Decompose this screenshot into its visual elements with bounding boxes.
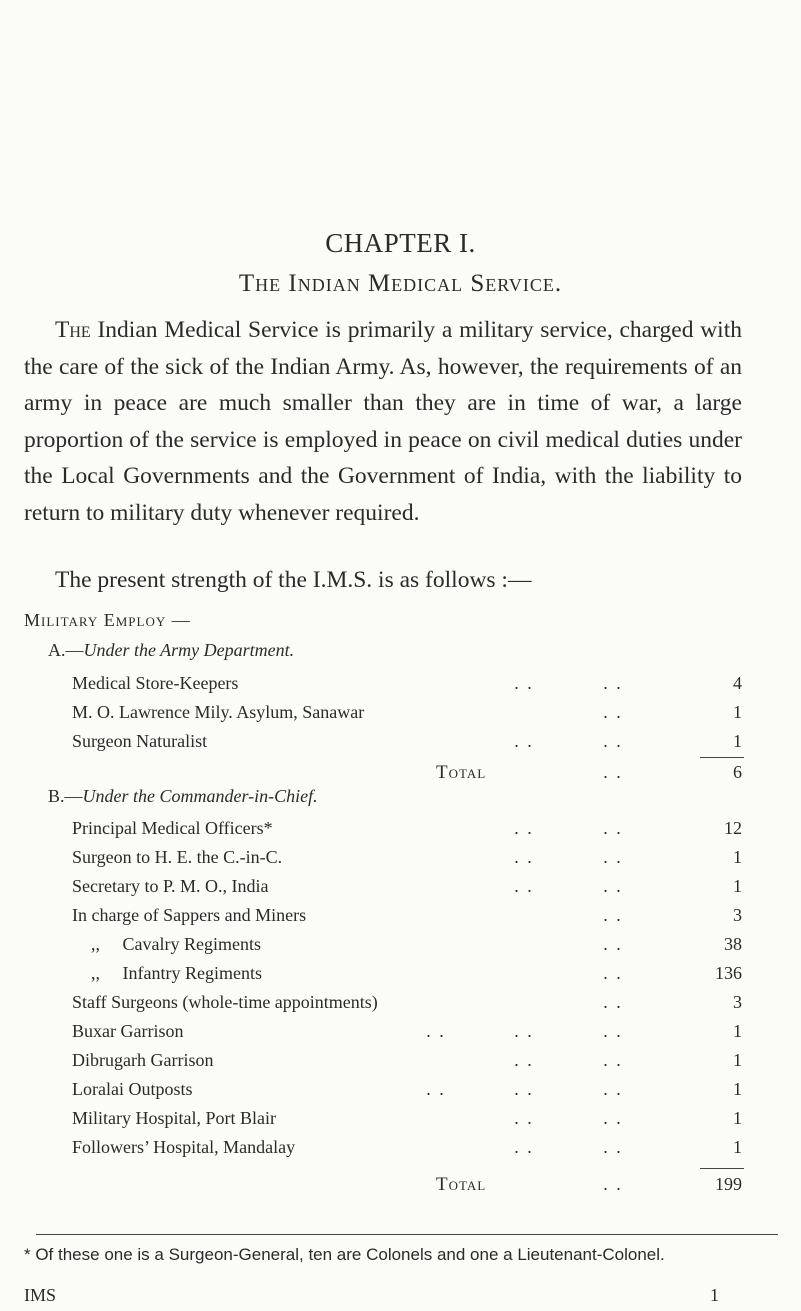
row-dots: . . bbox=[514, 1050, 534, 1070]
row-value: 3 bbox=[733, 992, 742, 1012]
row-dots: . . bbox=[603, 673, 623, 693]
table-row bbox=[0, 992, 801, 1016]
row-dots: . . bbox=[514, 1108, 534, 1128]
total-row bbox=[0, 1174, 801, 1198]
row-label: Staff Surgeons (whole-time appointments) bbox=[72, 992, 378, 1012]
row-dots: . . bbox=[603, 818, 623, 838]
row-value: 1 bbox=[733, 702, 742, 722]
paragraph-lead-word: The bbox=[55, 317, 91, 343]
row-value: 38 bbox=[724, 934, 742, 954]
section-b-heading bbox=[48, 786, 318, 807]
row-dots: . . bbox=[603, 876, 623, 896]
row-value: 1 bbox=[733, 1079, 742, 1099]
row-label: M. O. Lawrence Mily. Asylum, Sanawar bbox=[72, 702, 365, 722]
row-value: 136 bbox=[715, 963, 742, 983]
row-dots: . . bbox=[514, 847, 534, 867]
subtotal-rule bbox=[700, 1168, 744, 1169]
section-a-prefix: A.— bbox=[48, 640, 84, 660]
row-value: 1 bbox=[733, 876, 742, 896]
footnote: * Of these one is a Surgeon-General, ten are Colonels and one a Lieutenant-Colonel. bbox=[24, 1245, 665, 1264]
row-dots: . . bbox=[603, 934, 623, 954]
row-dots: . . bbox=[514, 876, 534, 896]
paragraph-body: Indian Medical Service is primarily a military service, charged with the care of the sick of the Indian Army. As, however, the requirements of an army in peace are much smaller than they are in time of war, a large proportion of the service is employed in peace on civil medical duties under the Local Governments and the Government of India, with the liability to return to military duty whenever required. bbox=[24, 317, 742, 526]
row-label: ,, Infantry Regiments bbox=[91, 963, 262, 983]
row-value: 1 bbox=[733, 847, 742, 867]
row-dots: . . bbox=[603, 992, 623, 1012]
row-label: Loralai Outposts bbox=[72, 1079, 193, 1099]
total-value: 199 bbox=[715, 1174, 742, 1194]
row-dots: . . bbox=[514, 673, 534, 693]
row-label: Military Hospital, Port Blair bbox=[72, 1108, 276, 1128]
page-number: 1 bbox=[710, 1285, 719, 1305]
section-b-title: Under the Commander-in-Chief. bbox=[82, 786, 318, 806]
row-dots: . . bbox=[603, 1174, 623, 1194]
row-label: Dibrugarh Garrison bbox=[72, 1050, 214, 1070]
section-a-heading bbox=[48, 640, 294, 661]
military-employ-heading: Military Employ — bbox=[24, 610, 191, 630]
section-b-prefix: B.— bbox=[48, 786, 83, 806]
row-dots: . . bbox=[426, 1021, 446, 1041]
row-label: Followers’ Hospital, Mandalay bbox=[72, 1137, 296, 1157]
table-row bbox=[0, 702, 801, 726]
row-value: 1 bbox=[733, 1137, 742, 1157]
row-value: 1 bbox=[733, 1021, 742, 1041]
row-dots: . . bbox=[603, 1137, 623, 1157]
row-value: 1 bbox=[733, 1108, 742, 1128]
table-row bbox=[0, 731, 801, 755]
chapter-heading: CHAPTER I. bbox=[325, 228, 476, 258]
row-dots: . . bbox=[514, 1021, 534, 1041]
row-value: 1 bbox=[733, 731, 742, 751]
intro-paragraph bbox=[24, 312, 742, 531]
total-row bbox=[0, 762, 801, 786]
table-row bbox=[0, 934, 801, 958]
strength-paragraph: The present strength of the I.M.S. is as follows :— bbox=[55, 567, 532, 593]
row-label: Buxar Garrison bbox=[72, 1021, 184, 1041]
row-value: 1 bbox=[733, 1050, 742, 1070]
row-label: In charge of Sappers and Miners bbox=[72, 905, 307, 925]
table-row bbox=[0, 905, 801, 929]
row-label: ,, Cavalry Regiments bbox=[91, 934, 261, 954]
row-dots: . . bbox=[603, 905, 623, 925]
row-dots: . . bbox=[603, 1108, 623, 1128]
table-row bbox=[0, 876, 801, 900]
row-label: Surgeon Naturalist bbox=[72, 731, 208, 751]
row-dots: . . bbox=[603, 762, 623, 782]
total-label: Total bbox=[436, 1174, 487, 1195]
row-dots: . . bbox=[603, 1021, 623, 1041]
row-dots: . . bbox=[603, 963, 623, 983]
table-row bbox=[0, 1108, 801, 1132]
row-value: 4 bbox=[733, 673, 742, 693]
row-dots: . . bbox=[426, 1079, 446, 1099]
table-row bbox=[0, 1050, 801, 1074]
row-dots: . . bbox=[514, 1079, 534, 1099]
section-a-title: Under the Army Department. bbox=[83, 640, 295, 660]
row-label: Secretary to P. M. O., India bbox=[72, 876, 269, 896]
row-dots: . . bbox=[603, 1050, 623, 1070]
table-row bbox=[0, 673, 801, 697]
row-dots: . . bbox=[603, 847, 623, 867]
table-row bbox=[0, 1137, 801, 1161]
row-label: Principal Medical Officers* bbox=[72, 818, 273, 838]
row-label: Surgeon to H. E. the C.-in-C. bbox=[72, 847, 283, 867]
row-dots: . . bbox=[514, 1137, 534, 1157]
footnote-rule bbox=[36, 1234, 778, 1235]
footer-signature: IMS bbox=[24, 1285, 57, 1305]
page-title: The Indian Medical Service. bbox=[238, 270, 563, 297]
table-row bbox=[0, 818, 801, 842]
table-row bbox=[0, 1021, 801, 1045]
row-value: 3 bbox=[733, 905, 742, 925]
row-label: Medical Store-Keepers bbox=[72, 673, 239, 693]
row-value: 12 bbox=[724, 818, 742, 838]
table-row bbox=[0, 847, 801, 871]
row-dots: . . bbox=[603, 1079, 623, 1099]
total-value: 6 bbox=[733, 762, 742, 782]
row-dots: . . bbox=[603, 731, 623, 751]
row-dots: . . bbox=[603, 702, 623, 722]
row-dots: . . bbox=[514, 818, 534, 838]
total-label: Total bbox=[436, 762, 487, 783]
row-dots: . . bbox=[514, 731, 534, 751]
table-row bbox=[0, 1079, 801, 1103]
subtotal-rule bbox=[700, 757, 744, 758]
table-row bbox=[0, 963, 801, 987]
